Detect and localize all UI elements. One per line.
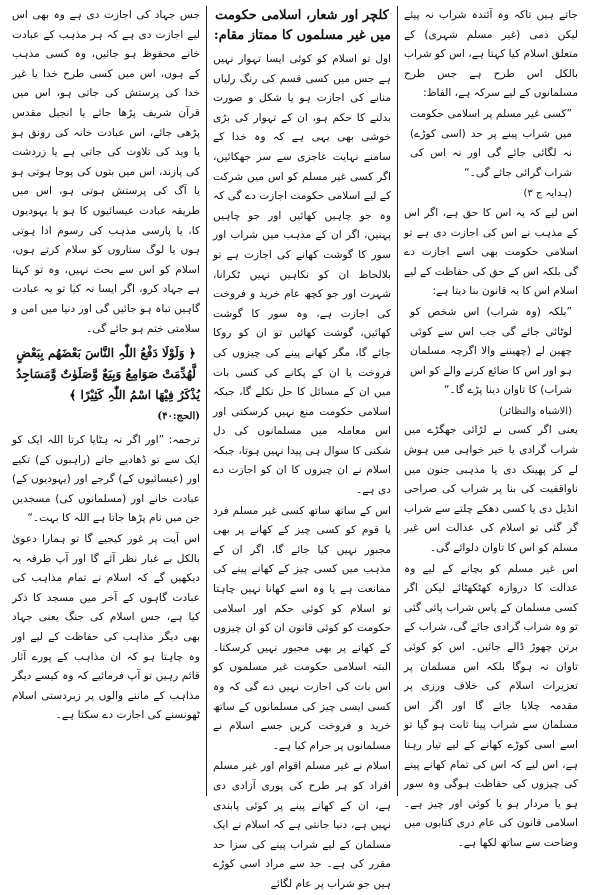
right-column: [6, 6, 206, 796]
quote-1-text: ”کسی غیر مسلم پر اسلامی حکومت میں شراب پینے پر حد (اسی کوڑے) نہ لگائی جائے گی اور نہ اس کی شراب گرائی جائے گی۔“: [410, 107, 572, 179]
quote-1-reference: (ہدایہ ج ۳): [523, 188, 572, 200]
section-heading: کلچر اور شعار، اسلامی حکومت میں غیر مسلموں کا ممتاز مقام:: [213, 8, 391, 43]
middle-column: [206, 6, 398, 890]
quran-verse-text: ﴿ وَلَوْلَا دَفْعُ اللّٰہِ النَّاسَ بَعْضَھُم بِبَعْضٍ لَّھُدِّمَتْ صَوَامِعُ وَبِیَعٌ وَّصَلَوٰتٌ وَّمَسَاجِدُ یُذْکَرُ فِیْھَا اسْمُ اللّٰہِ کَثِیْرًا ﴾: [16, 346, 200, 403]
left-paragraph-1: جاتے ہیں تاکہ وہ آئندہ شراب نہ پیئے لیکن ذمی (غیر مسلم شہری) کے متعلق اسلام کیا کہتا ہے، اس کو شراب بالکل اس طرح ہے جس طرح مسلمانوں کے لیے سرکہ ہے، الفاظ:: [404, 9, 578, 100]
quote-block-2: [404, 303, 578, 422]
left-paragraph-2: اس لیے کہ یہ اس کا حق ہے، اگر اس کے مذہب نے اس کی اجازت دی ہے تو اسلامی حکومت بھی اسے اجازت دے گی بلکہ اس کے حق کی حفاظت کے لیے اسلام اس کا یہ قانون بنا دیتا ہے:: [404, 206, 578, 298]
left-column: [398, 6, 584, 849]
middle-paragraph-2: اس کے ساتھ ساتھ کسی غیر مسلم فرد یا قوم کو کسی چیز کے کھانے پر بھی مجبور نہیں کیا جائے گا، اگر ان کے مذہب میں کسی چیز کے کھانے پینے کی ممانعت ہے یا وہ اسے کھانا نہیں چاہتا تو اسلام کو کوئی حکم اور اسلامی حکومت کو کوئی قانون ان کو ان چیزوں کے کھانے پر بھی مجبور نہیں کرسکتا۔ البتہ اسلامی حکومت غیر مسلموں کو اس بات کی اجازت نہیں دے گی کہ وہ کسی ایسی چیز کی مسلمانوں کے ساتھ خرید و فروخت کریں جسے اسلام نے مسلمانوں پر حرام کیا ہے۔: [213, 504, 391, 752]
verse-translation: ترجمہ: ”اور اگر نہ ہٹایا کرتا اللہ ایک کو ایک سے تو ڈھادیے جاتے (راہبوں کے) تکیے اور (عیسائیوں کے) گرجے اور (یہودیوں کے) عبادت خانے اور (مسلمانوں کی) مسجدیں جن میں نام پڑھا جاتا ہے اللہ کا بہت۔“: [12, 434, 200, 525]
left-paragraph-3: یعنی اگر کسی نے لڑائی جھگڑے میں شراب گرادی یا خیر خواہی میں ہوش لے کر پھینک دی یا مذہبی جنون میں ناواقفیت کی بنا پر شراب کی صراحی انڈیل دی یا کسی دھکے چلتے سے شراب گر گئی تو اسلام کی عدالت اس غیر مسلم کو اس کا تاوان دلوائے گی۔: [404, 424, 578, 555]
quote-2-reference: (الاشباہ والنظائر): [499, 405, 572, 417]
quote-2-text: ”بلکہ (وہ شراب) اس شخص کو لوٹائی جائے گی جب اس سے کوئی چھین لے (چھیننے والا اگرچہ مسلمان ہو اور اس کا ضائع کرنے والے کو اس شراب) کا تاوان دینا پڑے گا۔“: [410, 305, 572, 397]
middle-paragraph-3: اسلام نے غیر مسلم اقوام اور غیر مسلم افراد کو ہر طرح کی پوری آزادی دی ہے، ان کے کھانے پینے پر کوئی پابندی نہیں ہے، دنیا جانتی ہے کہ اسلام نے ایک مسلمان کے لیے شراب پینے کی سزا حد مقرر کی ہے۔ حد سے مراد اسی کوڑے ہیں جو شراب پر عام لگائے: [213, 760, 391, 890]
right-paragraph-2: اس آیت پر غور کیجیے گا تو ہمارا دعویٰ بالکل بے غبار نظر آئے گا اور آپ طرفہ یہ دیکھیں گے کہ اسلام نے تمام مذاہب کی عبادت گاہوں کے آخر میں مسجد کا ذکر کیا ہے، جس اسلام کی جنگ یعنی جہاد بھی دیگر مذاہب کی حفاظت کے لیے اور وہ چاہتا ہو کہ ان مذاہب کے پورے آثار قائم رہیں تو آپ فرمائیے کہ وہ کیسے دیگر مذاہب کے ماننے والوں پر زبردستی اسلام ٹھونسنے کی اجازت دے سکتا ہے۔: [12, 533, 200, 722]
right-paragraph-1: جس جہاد کی اجازت دی ہے وہ بھی اس لیے اجازت دی ہے کہ ہر مذہب کے عبادت خانے محفوظ ہو جائیں، وہ کسی مذہب کے ہوں، اس میں کسی طرح خدا یا غیر خدا کی پرستش کی جاتی ہو، اس میں قرآن شریف پڑھا جائے یا انجیل مقدس پڑھی جائے، اس عبادت خانہ کی رونق ہو یا وید کی تلاوت کی جاتی ہے یا زردشت کی پازند، اس میں بتوں کی پوجا ہوتی ہو یا آگ کی پرستش ہوتی ہو، اس میں طریقہ عبادت عیسائیوں کا ہو یا یہودیوں کا، یا پارسی مذہب کی رسوم ادا ہوتی ہوں یا لوگ ستاروں کو سلام کرتے ہوں، اسلام کو اس سے بحث نہیں، وہ تو کہتا ہے جہاد کرو، اگر ایسا نہ کیا تو یہ عبادت گاہیں تباہ ہو جائیں گی اور دنیا میں امن و سلامتی ختم ہو جائے گی۔: [12, 9, 200, 335]
middle-paragraph-1: اول تو اسلام کو کوئی ایسا تہوار نہیں ہے جس میں کسی قسم کی رنگ رلیاں منانے کی اجازت ہو یا شکل و صورت بدلنے کا حکم ہو، ان کے تہوار کی بڑی خوشی بھی یہی ہے کہ وہ خدا کے سامنے نہایت عاجزی سے سر جھکائیں، اگر کسی غیر مسلم کو اس میں شرکت کے لیے اسلامی حکومت اجازت دے گی کہ وہ جو چاہیں کھائیں اور جو چاہیں پہنیں، اگر ان کے مذہب میں شراب اور سور کا گوشت کھانے کی اجازت ہے تو بلالحاظ ان کو نکاہیں نہیں ٹکرانا، شہرت اور جو کچھ عام خرید و فروخت کی اجازت ہے، وہ سور کا گوشت کھائیں، گوشت کھائیں تو ان کو روکا جائے گا، مگر کھانے پینے کی چیزوں کی فروخت یا ان کے پکانے کی کسی بات میں ان کے مسائل کا حل نکلے گا، جبکہ اسلامی حکومت منع نہیں کرسکتی اور اس معاملہ میں مسلمانوں کی دل شکنی کا سوال ہی پیدا نہیں ہوتا، جبکہ اسلام نے ان چیزوں کا ان کو اجازت دے دی ہے۔: [213, 53, 391, 497]
quote-block-1: [404, 105, 578, 204]
quran-verse: [12, 343, 200, 427]
left-paragraph-4: اس غیر مسلم کو بچانے کے لیے وہ عدالت کا دروازہ کھٹکھٹائے لیکن اگر کسی مسلمان کے پاس شراب پائی گئی تو وہ شراب گرادی جائے گی، شراب کے برتن چھوڑ ڈالے جائیں۔ اس کو کوئی تاوان نہ ہوگا بلکہ اس مسلمان پر تعزیرات اسلام کی خلاف ورزی پر مقدمہ چلایا جائے گا اور اگر اس مسلمان سے شراب پینا ثابت ہو گیا تو اسے اسی کوڑے کھانے کے لیے تیار رہنا ہے، اس لیے کہ اس کی تمام کھانے پینے کی چیزوں کی حفاظت ہوگی وہ سور ہو یا مردار ہو یا کوئی اور چیز ہے۔ اسلامی قانون کی عام دری کتابوں میں وضاحت سے ساتھ لکھا ہے۔: [404, 562, 578, 849]
quran-verse-reference: (الحج:۴۰): [157, 411, 200, 423]
